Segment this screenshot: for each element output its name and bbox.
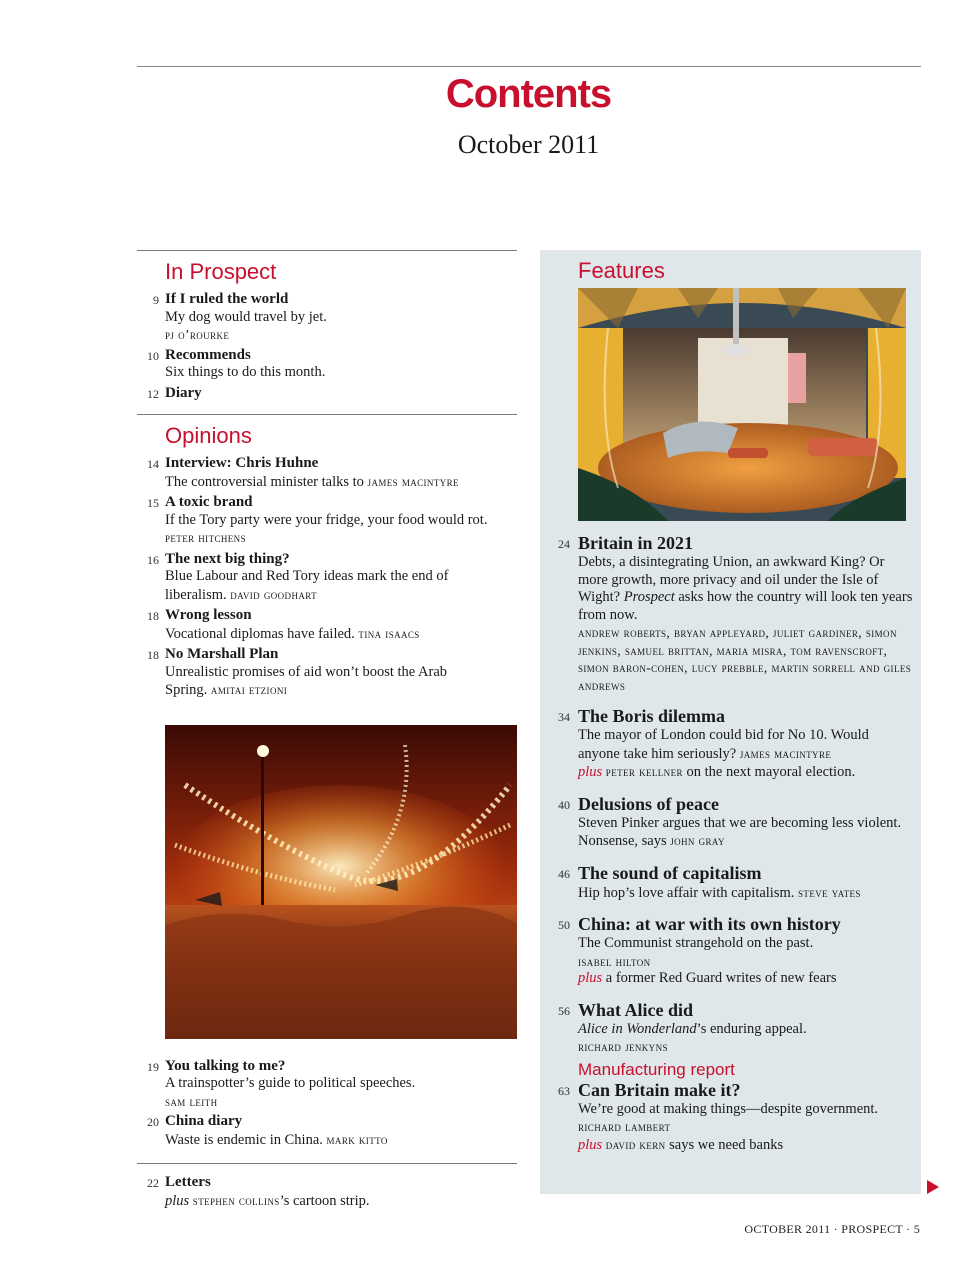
entry-author: pj o’rourke	[165, 327, 230, 342]
entry-desc: If the Tory party were your fridge, your food would rot.	[165, 511, 488, 528]
entry-desc: asks how the country will look ten years from now.	[578, 589, 913, 623]
entry-author: david goodhart	[230, 586, 318, 602]
entry-author: richard lambert	[578, 1119, 671, 1134]
section-rule	[137, 250, 517, 251]
entry-title: China diary	[165, 1113, 243, 1129]
entry-title: If I ruled the world	[165, 291, 289, 307]
entry-author: richard jenkyns	[578, 1039, 668, 1054]
toc-entry[interactable]	[540, 1000, 921, 1056]
page-number: 20	[147, 1115, 159, 1129]
entry-author: peter kellner	[605, 764, 683, 779]
left-column	[137, 250, 517, 1213]
toc-entry[interactable]	[540, 1080, 921, 1155]
entry-desc: ’s cartoon strip.	[279, 1192, 370, 1209]
page-number: 40	[558, 797, 570, 812]
page-number: 63	[558, 1083, 570, 1098]
entry-author: john gray	[670, 833, 725, 848]
entry-title: Letters	[165, 1174, 211, 1190]
page-number: 14	[147, 457, 159, 471]
toc-entry[interactable]	[137, 646, 517, 700]
toc-entry[interactable]	[137, 494, 517, 548]
page-number: 56	[558, 1003, 570, 1018]
page-number: 18	[147, 609, 159, 623]
opinions-heading: Opinions	[165, 423, 252, 448]
page-number: 22	[147, 1176, 159, 1190]
features-list	[540, 533, 921, 1166]
page-title: Contents	[445, 72, 612, 116]
crowd-fireworks-photo	[165, 725, 517, 1039]
entry-title: What Alice did	[578, 999, 694, 1020]
entry-title: The sound of capitalism	[578, 862, 762, 883]
entry-desc: Vocational diplomas have failed.	[165, 625, 355, 642]
toc-entry[interactable]	[137, 347, 517, 382]
toc-entry[interactable]	[137, 1174, 517, 1210]
page-number: 50	[558, 918, 570, 932]
entry-desc: The mayor of London could bid for No 10. Would anyone take him seriously?	[578, 727, 869, 762]
entry-desc: The controversial minister talks to	[165, 473, 364, 490]
entry-author: james macintyre	[739, 745, 832, 761]
entry-title: Britain in 2021	[578, 533, 694, 553]
futuristic-living-room-illustration	[578, 288, 906, 521]
entry-title: The Boris dilemma	[578, 706, 725, 726]
entry-italic: Prospect	[623, 589, 675, 605]
toc-entry[interactable]	[540, 914, 921, 988]
entry-desc: Unrealistic promises of aid won’t boost the Arab Spring.	[165, 663, 448, 698]
entry-title: The next big thing?	[165, 550, 290, 567]
entry-desc: We’re good at making things—despite government.	[578, 1100, 879, 1117]
page-number: 18	[147, 648, 159, 662]
manufacturing-report-heading: Manufacturing report	[578, 1059, 735, 1079]
entry-title: Can Britain make it?	[578, 1079, 741, 1100]
entry-title: No Marshall Plan	[165, 646, 279, 662]
section-rule	[137, 414, 517, 415]
toc-entry[interactable]	[540, 794, 921, 851]
entry-title: Interview: Chris Huhne	[165, 455, 319, 471]
page-number: 15	[147, 496, 159, 510]
entry-desc: A trainspotter’s guide to political speeches.	[165, 1075, 416, 1091]
toc-entry[interactable]	[540, 706, 921, 782]
entry-title: Delusions of peace	[578, 793, 719, 814]
entry-author: james macintyre	[367, 473, 459, 489]
page-number: 12	[147, 386, 159, 401]
plus-label: plus	[578, 1136, 603, 1153]
toc-entry[interactable]	[137, 385, 517, 403]
entry-author: amitai etzioni	[210, 682, 288, 697]
features-heading: Features	[578, 258, 665, 283]
page-footer: OCTOBER 2011 · PROSPECT · 5	[744, 1222, 920, 1236]
next-page-arrow-icon[interactable]	[927, 1180, 939, 1194]
entry-author: sam leith	[165, 1093, 218, 1109]
toc-entry[interactable]	[137, 1113, 517, 1149]
features-panel	[540, 250, 921, 1194]
entry-title: Diary	[165, 384, 202, 401]
entry-author: steve yates	[798, 884, 861, 900]
entry-desc: The Communist strangehold on the past.	[578, 935, 814, 951]
toc-entry[interactable]	[137, 455, 517, 491]
toc-entry[interactable]	[540, 533, 921, 694]
entry-title: Wrong lesson	[165, 607, 252, 623]
entry-desc: Hip hop’s love affair with capitalism.	[578, 884, 795, 901]
issue-date: October 2011	[457, 130, 600, 159]
entry-title: You talking to me?	[165, 1057, 286, 1074]
page-number: 34	[558, 710, 570, 724]
entry-desc: My dog would travel by jet.	[165, 308, 327, 325]
entry-desc: on the next mayoral election.	[686, 764, 856, 780]
section-rule	[137, 1163, 517, 1164]
entry-author: peter hitchens	[165, 530, 246, 545]
entry-author: tina isaacs	[358, 625, 420, 641]
page-number: 10	[147, 348, 159, 363]
toc-entry[interactable]	[540, 863, 921, 903]
entry-desc: ’s enduring appeal.	[696, 1020, 807, 1037]
entry-desc: Six things to do this month.	[165, 364, 326, 380]
in-prospect-heading: In Prospect	[165, 259, 277, 284]
toc-entry[interactable]	[137, 607, 517, 643]
page-number: 19	[147, 1059, 159, 1074]
entry-desc: Debts, a disintegrating Union, an awkward King? Or more growth, more privacy and oil under the Isle of Wight?	[578, 554, 885, 605]
top-rule	[137, 66, 921, 67]
page-number: 9	[153, 293, 159, 307]
entry-desc: Waste is endemic in China.	[165, 1131, 323, 1148]
entry-title: China: at war with its own history	[578, 914, 841, 934]
entry-desc: Blue Labour and Red Tory ideas mark the end of liberalism.	[165, 568, 449, 603]
page-number: 16	[147, 552, 159, 567]
entry-author: mark kitto	[326, 1131, 388, 1147]
entry-desc: Steven Pinker argues that we are becoming less violent. Nonsense, says	[578, 814, 902, 849]
page-number: 46	[558, 866, 570, 881]
plus-label: plus	[165, 1192, 190, 1209]
entry-desc: says we need banks	[669, 1136, 784, 1153]
toc-entry[interactable]	[137, 291, 517, 344]
page-number: 24	[558, 537, 570, 551]
entry-desc: a former Red Guard writes of new fears	[605, 970, 837, 986]
toc-entry[interactable]	[137, 551, 517, 605]
entry-author: stephen collins	[192, 1192, 280, 1208]
entry-italic: Alice in Wonderland	[578, 1020, 697, 1037]
plus-label: plus	[578, 970, 603, 986]
entry-title: Recommends	[165, 346, 251, 363]
plus-label: plus	[578, 764, 603, 780]
entry-author: isabel hilton	[578, 953, 651, 969]
entry-authors: andrew roberts, bryan appleyard, juliet gardiner, simon jenkins, samuel brittan, maria misra, tom ravenscroft, simon baron-cohen, lucy prebble, martin sorrell and giles andrews	[578, 625, 912, 693]
entry-title: A toxic brand	[165, 494, 253, 510]
entry-author: david kern	[605, 1136, 666, 1152]
toc-entry[interactable]	[137, 1058, 517, 1111]
